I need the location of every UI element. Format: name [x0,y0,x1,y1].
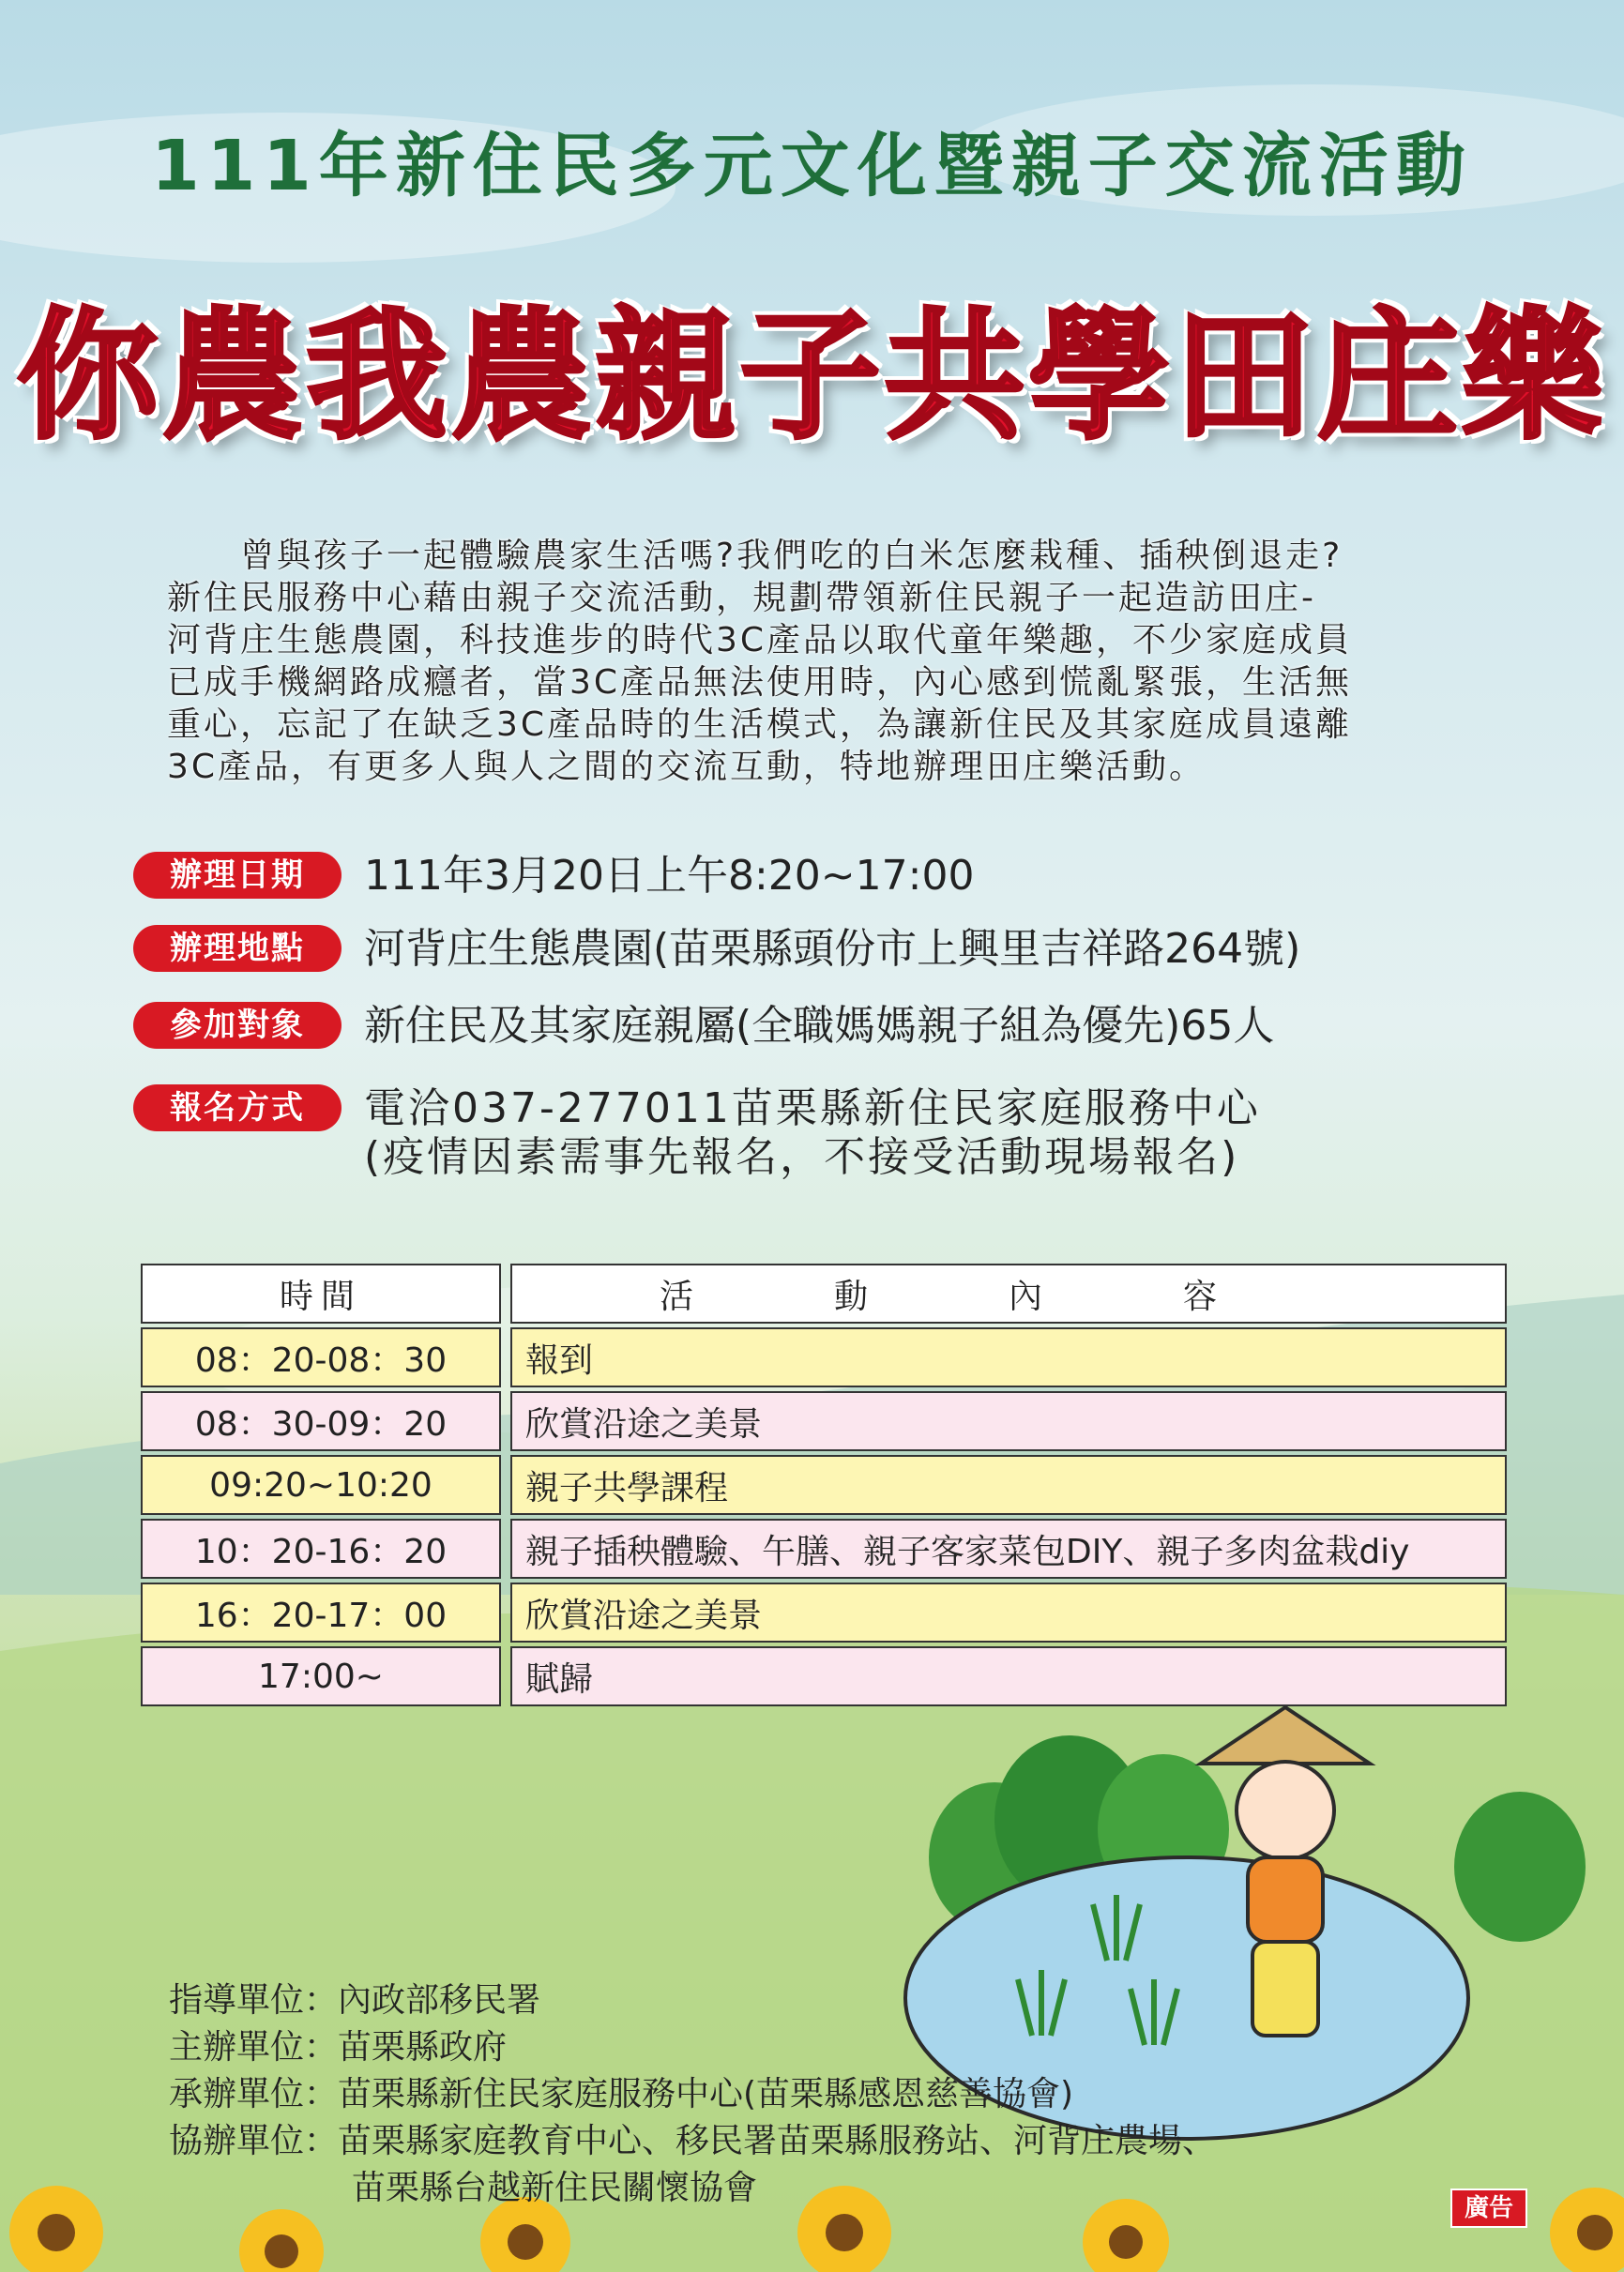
event-title: 你農我農親子共學田庄樂 [17,295,1607,459]
intro-line: 曾與孩子一起體驗農家生活嗎?我們吃的白米怎麼栽種、插秧倒退走? [167,537,1343,575]
row-time: 08：30-09：20 [141,1391,501,1451]
signup-value: 電洽037-277011苗栗縣新住民家庭服務中心 [364,1084,1261,1132]
credit-guide: 指導單位：內政部移民署 [169,1981,541,2020]
intro-line: 已成手機網路成癮者，當3C產品無法使用時，內心感到慌亂緊張，生活無 [167,663,1353,702]
signup-note: (疫情因素需事先報名，不接受活動現場報名) [364,1133,1240,1181]
table-row [141,1519,1507,1579]
credit-co-organizer: 協辦單位：苗栗縣家庭教育中心、移民署苗栗縣服務站、河背庄農場、 [169,2122,1217,2160]
table-row [141,1583,1507,1643]
intro-line: 3C產品，有更多人與人之間的交流互動，特地辦理田庄樂活動。 [167,748,1207,786]
date-value: 111年3月20日上午8:20~17:00 [364,852,975,900]
place-badge: 辦理地點 [133,925,341,972]
schedule-header-row [141,1264,1507,1324]
credit-co-organizer-cont: 苗栗縣台越新住民關懷協會 [352,2169,758,2207]
row-content: 親子共學課程 [510,1455,1507,1515]
header-time: 時間 [141,1264,501,1324]
place-value: 河背庄生態農園(苗栗縣頭份市上興里吉祥路264號) [364,925,1301,973]
credit-organizer: 承辦單位：苗栗縣新住民家庭服務中心(苗栗縣感恩慈善協會) [169,2075,1074,2113]
ad-badge: 廣告 [1450,2189,1527,2228]
intro-line: 新住民服務中心藉由親子交流活動，規劃帶領新住民親子一起造訪田庄- [167,579,1316,617]
intro-line: 重心，忘記了在缺乏3C產品時的生活模式，為讓新住民及其家庭成員遠離 [167,705,1353,744]
row-time: 16：20-17：00 [141,1583,501,1643]
table-row [141,1455,1507,1515]
table-row [141,1646,1507,1706]
info-row-signup [133,1084,1261,1181]
intro-line: 河背庄生態農園，科技進步的時代3C產品以取代童年樂趣，不少家庭成員 [167,621,1353,659]
row-content: 親子插秧體驗、午膳、親子客家菜包DIY、親子多肉盆栽diy [510,1519,1507,1579]
credit-host: 主辦單位：苗栗縣政府 [169,2028,508,2067]
row-content: 報到 [510,1327,1507,1387]
row-time: 09:20~10:20 [141,1455,501,1515]
signup-block [364,1084,1261,1182]
info-row-date [133,852,974,904]
header-content: 活動內容 [510,1264,1507,1324]
event-subtitle: 111年新住民多元文化暨親子交流活動 [151,126,1473,206]
intro-paragraph [167,535,1471,788]
info-row-place [133,925,1300,977]
table-row [141,1327,1507,1387]
target-badge: 參加對象 [133,1002,341,1049]
row-content: 賦歸 [510,1646,1507,1706]
target-value: 新住民及其家庭親屬(全職媽媽親子組為優先)65人 [364,1002,1275,1050]
credits-block [169,1977,1216,2212]
date-badge: 辦理日期 [133,852,341,899]
signup-badge: 報名方式 [133,1084,341,1131]
row-time: 17:00~ [141,1646,501,1706]
row-content: 欣賞沿途之美景 [510,1583,1507,1643]
info-row-target [133,1002,1274,1054]
table-row [141,1391,1507,1451]
row-content: 欣賞沿途之美景 [510,1391,1507,1451]
row-time: 08：20-08：30 [141,1327,501,1387]
schedule-table [141,1264,1507,1706]
row-time: 10：20-16：20 [141,1519,501,1579]
